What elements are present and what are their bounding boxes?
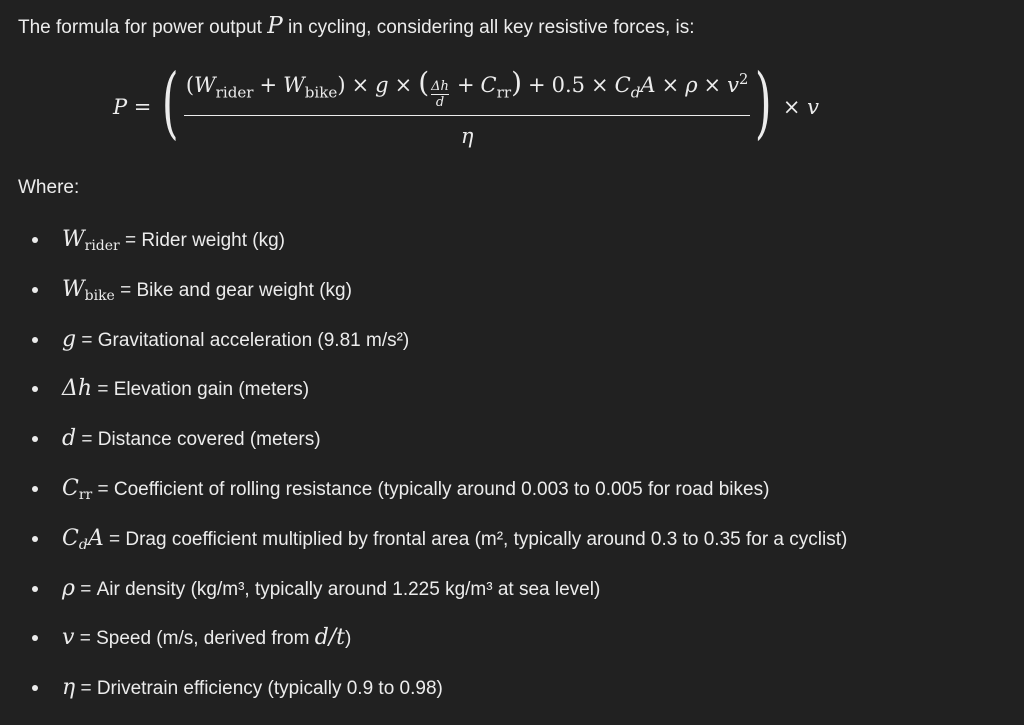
definition-symbol: η (62, 675, 76, 701)
bullet-icon (32, 386, 38, 392)
bullet-icon (32, 436, 38, 442)
definition-text: = Drivetrain efficiency (typically 0.9 to 0.98) (75, 678, 443, 700)
definition-symbol: Δh (62, 376, 93, 402)
definition-symbol: $W_{rider}$ (62, 227, 120, 255)
intro-power-symbol: P (267, 13, 283, 39)
bullet-icon (32, 586, 38, 592)
intro-sentence (18, 13, 695, 39)
definition-text: = Drag coefficient multiplied by frontal area (m², typically around 0.3 to 0.35 for a cyclist) (103, 528, 848, 550)
bullet-icon (32, 635, 38, 641)
bullet-icon (32, 237, 38, 243)
formula-tail: × v (782, 95, 819, 119)
definition-text: = Speed (m/s, derived from (74, 628, 315, 650)
list-item (0, 371, 847, 421)
intro-text-before: The formula for power output (18, 17, 268, 38)
list-item (0, 272, 847, 322)
intro-text-after: in cycling, considering all key resistive forces, is: (282, 17, 695, 38)
definition-inline-math: d/t (314, 625, 346, 651)
list-item (0, 222, 847, 272)
definition-text: = Coefficient of rolling resistance (typically around 0.003 to 0.005 for road bikes) (92, 478, 770, 500)
bullet-icon (32, 486, 38, 492)
list-item (0, 571, 847, 621)
definition-symbol: ρ (62, 575, 75, 601)
definition-symbol: v (62, 625, 75, 651)
definition-symbol: $W_{bike}$ (62, 276, 115, 304)
list-item (0, 521, 847, 571)
formula-fraction (184, 66, 751, 148)
definition-symbol: $C_dA$ (62, 525, 104, 553)
formula-open-paren: ( (162, 58, 179, 148)
definition-list (0, 222, 847, 720)
definition-text: = Air density (kg/m³, typically around 1.225 kg/m³ at sea level) (74, 578, 601, 600)
formula-numerator: $(W_{rider} + W_{bike}) \times g$ × ( $\frac{\Delta h}{d}$ + $C_{rr}) + 0.5 \times C_dA \times \rho \times v^2$ (185, 65, 749, 110)
formula-denominator: η (460, 124, 474, 149)
list-item (0, 670, 847, 720)
list-item (0, 421, 847, 471)
formula-lhs: P = (113, 95, 152, 119)
bullet-icon (32, 685, 38, 691)
list-item (0, 620, 847, 670)
where-label: Where: (18, 177, 80, 198)
definition-text: = Elevation gain (meters) (92, 379, 310, 401)
list-item (0, 471, 847, 521)
definition-symbol: g (62, 326, 77, 352)
definition-symbol: $C_{rr}$ (62, 475, 93, 504)
list-item (0, 322, 847, 372)
bullet-icon (32, 337, 38, 343)
definition-text-tail: ) (345, 628, 352, 650)
definition-symbol: d (62, 426, 77, 452)
bullet-icon (32, 287, 38, 293)
bullet-icon (32, 536, 38, 542)
definition-text: = Bike and gear weight (kg) (114, 279, 352, 301)
definition-text: = Distance covered (meters) (76, 429, 321, 451)
formula-close-paren: ) (755, 58, 772, 148)
definition-text: = Rider weight (kg) (119, 230, 285, 251)
definition-text: = Gravitational acceleration (9.81 m/s²) (76, 329, 410, 351)
power-formula (113, 58, 819, 150)
